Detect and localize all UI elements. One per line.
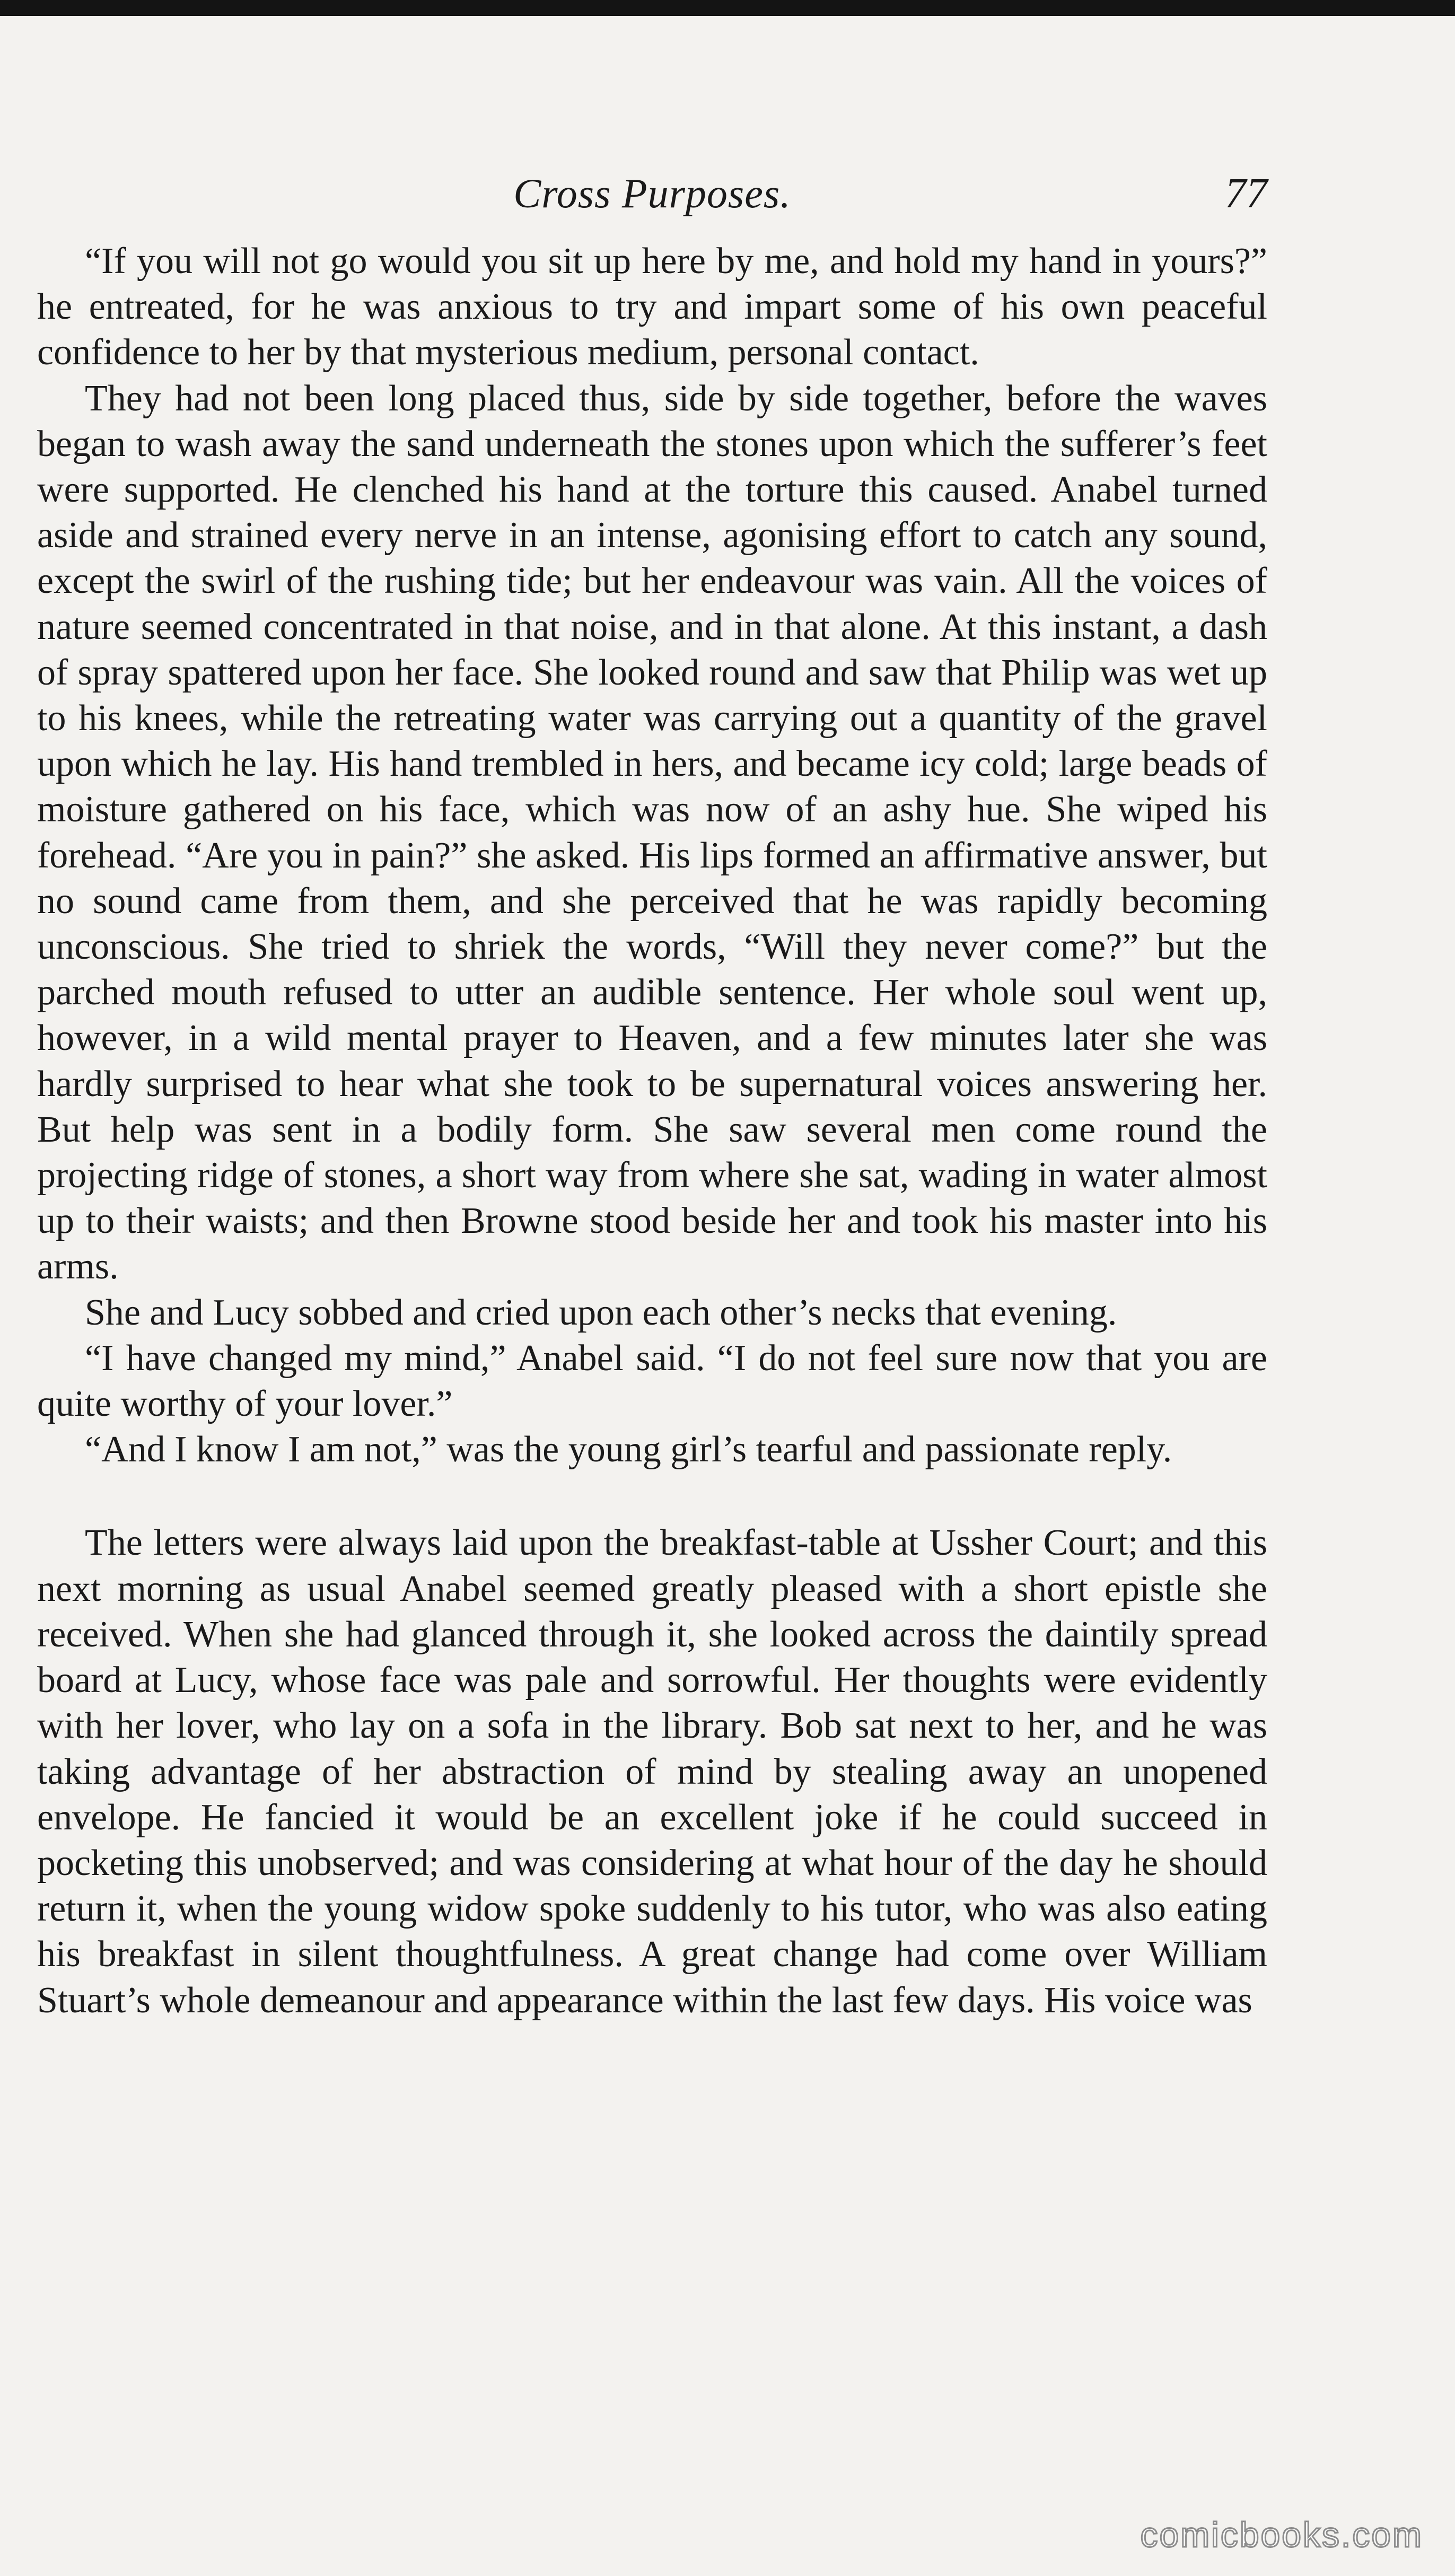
- paragraph: She and Lucy sobbed and cried upon each other’s necks that evening.: [85, 1292, 1117, 1333]
- running-title: Cross Purposes.: [513, 170, 791, 216]
- body-text: [37, 239, 1267, 2023]
- page-number: 77: [1225, 170, 1267, 217]
- paragraph: “And I know I am not,” was the young girl’s tearful and passionate reply.: [85, 1429, 1172, 1470]
- section-break: [37, 1473, 1267, 1520]
- page-header: [37, 159, 1267, 239]
- paragraph: “If you will not go would you sit up here by me, and hold my hand in yours?” he entreated, for he was anxious to try and impart some of his own peaceful confidence to her by that mysterious medium, personal contact.: [37, 241, 1267, 373]
- paragraph: The letters were always laid upon the breakfast-table at Ussher Court; and this next morning as usual Anabel seemed greatly pleased with a short epistle she received. When she had glanced through it, she looked across the daintily spread board at Lucy, whose face was pale and sorrowful. Her thoughts were evidently with her lover, who lay on a sofa in the library. Bob sat next to her, and he was taking advantage of her abstraction of mind by stealing away an unopened envelope. He fancied it would be an excellent joke if he could succeed in pocketing this unobserved; and was considering at what hour of the day he should return it, when the young widow spoke suddenly to his tutor, who was also eating his breakfast in silent thoughtfulness. A great change had come over William Stuart’s whole demeanour and appearance within the last few days. His voice was: [37, 1522, 1267, 2021]
- paragraph: “I have changed my mind,” Anabel said. “I do not feel sure now that you are quite worthy of your lover.”: [37, 1337, 1267, 1425]
- scan-top-border: [0, 0, 1455, 16]
- book-page: [37, 159, 1267, 2023]
- watermark: comicbooks.com: [1140, 2515, 1423, 2554]
- paragraph: They had not been long placed thus, side by side together, before the waves began to wash away the sand underneath the stones upon which the sufferer’s feet were supported. He clenched his hand at the torture this caused. Anabel turned aside and strained every nerve in an intense, agonising effort to catch any sound, except the swirl of the rushing tide; but her endeavour was vain. All the voices of nature seemed concentrated in that noise, and in that alone. At this instant, a dash of spray spattered upon her face. She looked round and saw that Philip was wet up to his knees, while the retreating water was carrying out a quantity of the gravel upon which he lay. His hand trembled in hers, and became icy cold; large beads of moisture gathered on his face, which was now of an ashy hue. She wiped his forehead. “Are you in pain?” she asked. His lips formed an affirmative answer, but no sound came from them, and she perceived that he was rapidly becoming unconscious. She tried to shriek the words, “Will they never come?” but the parched mouth refused to utter an audible sentence. Her whole soul went up, however, in a wild mental prayer to Heaven, and a few minutes later she was hardly surprised to hear what she took to be supernatural voices answering her. But help was sent in a bodily form. She saw several men come round the projecting ridge of stones, a short way from where she sat, wading in water almost up to their waists; and then Browne stood beside her and took his master into his arms.: [37, 378, 1267, 1287]
